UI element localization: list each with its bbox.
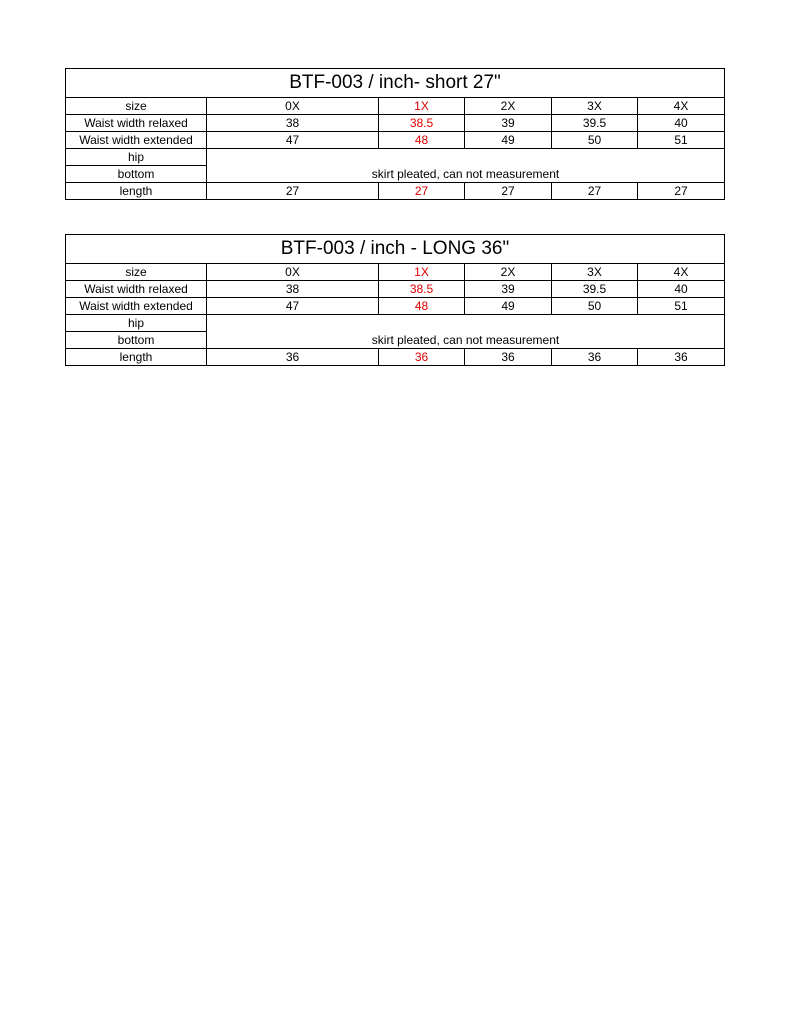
size-chart-long xyxy=(65,234,725,366)
value-cell: 36 xyxy=(638,349,725,366)
value-cell: 49 xyxy=(465,298,552,315)
value-cell-highlight: 36 xyxy=(379,349,465,366)
row-label-length: length xyxy=(66,183,207,200)
merged-note-cell: skirt pleated, can not measurement xyxy=(207,315,725,349)
value-cell: 40 xyxy=(638,115,725,132)
value-cell-highlight: 38.5 xyxy=(379,281,465,298)
size-cell: 2X xyxy=(465,264,552,281)
size-cell: 4X xyxy=(638,98,725,115)
value-cell: 27 xyxy=(638,183,725,200)
value-cell: 39 xyxy=(465,115,552,132)
value-cell: 50 xyxy=(552,132,638,149)
table-title: BTF-003 / inch- short 27" xyxy=(66,69,725,98)
size-chart-short xyxy=(65,68,725,200)
value-cell: 27 xyxy=(465,183,552,200)
row-label-waist-relaxed: Waist width relaxed xyxy=(66,281,207,298)
size-cell: 3X xyxy=(552,264,638,281)
table-row-length xyxy=(66,183,725,200)
table-row-hip xyxy=(66,315,725,332)
value-cell: 47 xyxy=(207,298,379,315)
row-label-length: length xyxy=(66,349,207,366)
size-cell: 3X xyxy=(552,98,638,115)
row-label-waist-relaxed: Waist width relaxed xyxy=(66,115,207,132)
size-cell-highlight: 1X xyxy=(379,264,465,281)
value-cell-highlight: 48 xyxy=(379,298,465,315)
table-row-waist-relaxed xyxy=(66,115,725,132)
value-cell: 51 xyxy=(638,132,725,149)
table-row-size xyxy=(66,264,725,281)
row-label-size: size xyxy=(66,264,207,281)
value-cell: 51 xyxy=(638,298,725,315)
value-cell: 36 xyxy=(552,349,638,366)
table-row-waist-relaxed xyxy=(66,281,725,298)
value-cell: 40 xyxy=(638,281,725,298)
value-cell: 47 xyxy=(207,132,379,149)
value-cell: 39.5 xyxy=(552,115,638,132)
value-cell: 50 xyxy=(552,298,638,315)
row-label-bottom: bottom xyxy=(66,166,207,183)
value-cell: 38 xyxy=(207,115,379,132)
row-label-waist-extended: Waist width extended xyxy=(66,132,207,149)
value-cell: 27 xyxy=(552,183,638,200)
value-cell: 39 xyxy=(465,281,552,298)
value-cell-highlight: 48 xyxy=(379,132,465,149)
row-label-waist-extended: Waist width extended xyxy=(66,298,207,315)
row-label-hip: hip xyxy=(66,149,207,166)
size-cell: 4X xyxy=(638,264,725,281)
value-cell: 36 xyxy=(207,349,379,366)
table-row-length xyxy=(66,349,725,366)
value-cell: 36 xyxy=(465,349,552,366)
merged-note-cell: skirt pleated, can not measurement xyxy=(207,149,725,183)
value-cell-highlight: 27 xyxy=(379,183,465,200)
size-cell: 0X xyxy=(207,264,379,281)
row-label-size: size xyxy=(66,98,207,115)
table-title: BTF-003 / inch - LONG 36" xyxy=(66,235,725,264)
table-row-waist-extended xyxy=(66,132,725,149)
table-row-hip xyxy=(66,149,725,166)
value-cell: 38 xyxy=(207,281,379,298)
size-cell-highlight: 1X xyxy=(379,98,465,115)
value-cell-highlight: 38.5 xyxy=(379,115,465,132)
size-cell: 0X xyxy=(207,98,379,115)
value-cell: 49 xyxy=(465,132,552,149)
value-cell: 39.5 xyxy=(552,281,638,298)
table-row-size xyxy=(66,98,725,115)
size-cell: 2X xyxy=(465,98,552,115)
row-label-hip: hip xyxy=(66,315,207,332)
row-label-bottom: bottom xyxy=(66,332,207,349)
table-row-waist-extended xyxy=(66,298,725,315)
value-cell: 27 xyxy=(207,183,379,200)
